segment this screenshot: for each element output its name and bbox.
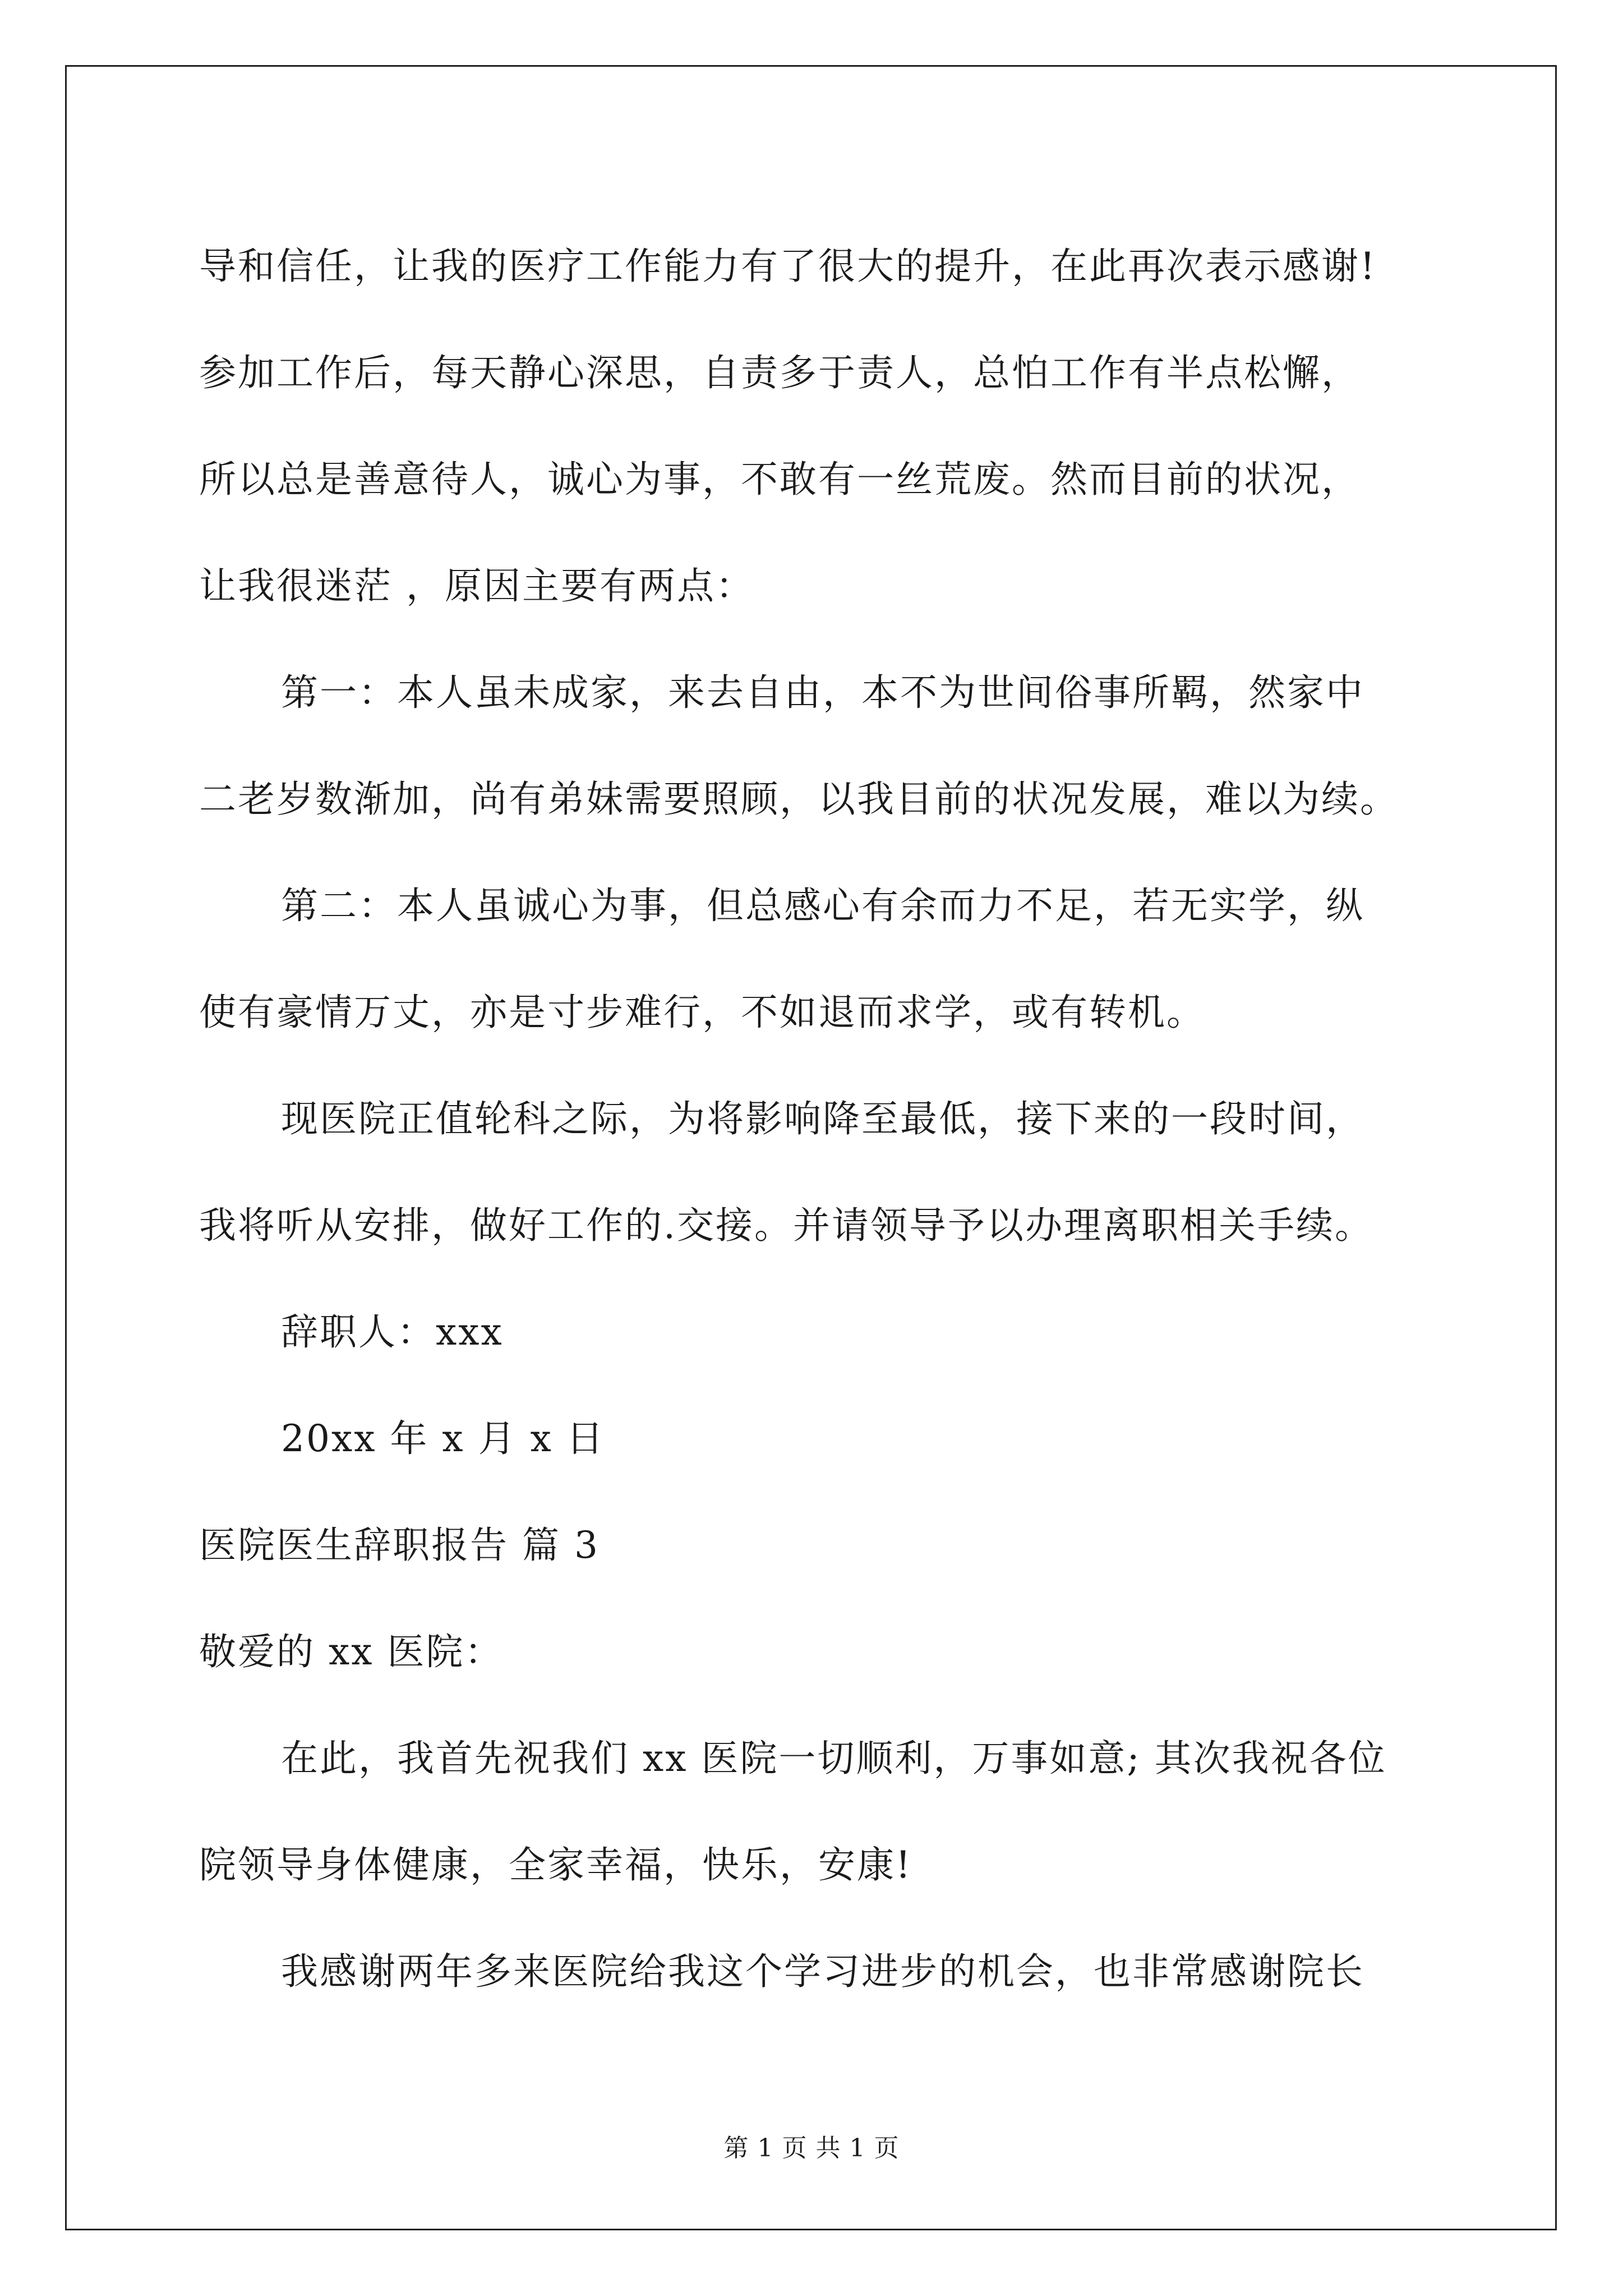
date-line: 20xx 年 x 月 x 日 [281,1417,605,1460]
body-line-15: 在此，我首先祝我们 xx 医院一切顺利，万事如意; 其次我祝各位 [281,1737,1387,1780]
body-line-17: 我感谢两年多来医院给我这个学习进步的机会，也非常感谢院长 [281,1950,1364,1993]
section-heading: 医院医生辞职报告 篇 3 [199,1524,600,1567]
salutation-line: 敬爱的 xx 医院： [199,1630,504,1673]
body-line-7: 第二：本人虽诚心为事，但总感心有余而力不足，若无实学，纵 [281,884,1364,927]
body-line-3: 所以总是善意待人，诚心为事，不敢有一丝荒废。然而目前的状况， [199,458,1360,501]
body-line-10: 我将听从安排，做好工作的.交接。并请领导予以办理离职相关手续。 [199,1204,1373,1247]
body-line-2: 参加工作后，每天静心深思，自责多于责人，总怕工作有半点松懈， [199,351,1360,394]
body-line-1: 导和信任，让我的医疗工作能力有了很大的提升，在此再次表示感谢! [199,245,1377,288]
document-body [199,213,1433,2025]
body-line-6: 二老岁数渐加，尚有弟妹需要照顾，以我目前的状况发展，难以为续。 [199,777,1399,821]
page-footer: 第 1 页 共 1 页 [723,2134,900,2162]
body-line-4: 让我很迷茫 ，原因主要有两点： [199,564,754,608]
body-line-8: 使有豪情万丈，亦是寸步难行，不如退而求学，或有转机。 [199,991,1205,1034]
body-line-5: 第一：本人虽未成家，来去自由，本不为世间俗事所羁，然家中 [281,671,1364,714]
signature-line: 辞职人：xxx [281,1310,504,1354]
body-line-16: 院领导身体健康，全家幸福，快乐，安康! [199,1843,912,1887]
body-line-9: 现医院正值轮科之际，为将影响降至最低，接下来的一段时间， [281,1097,1364,1140]
